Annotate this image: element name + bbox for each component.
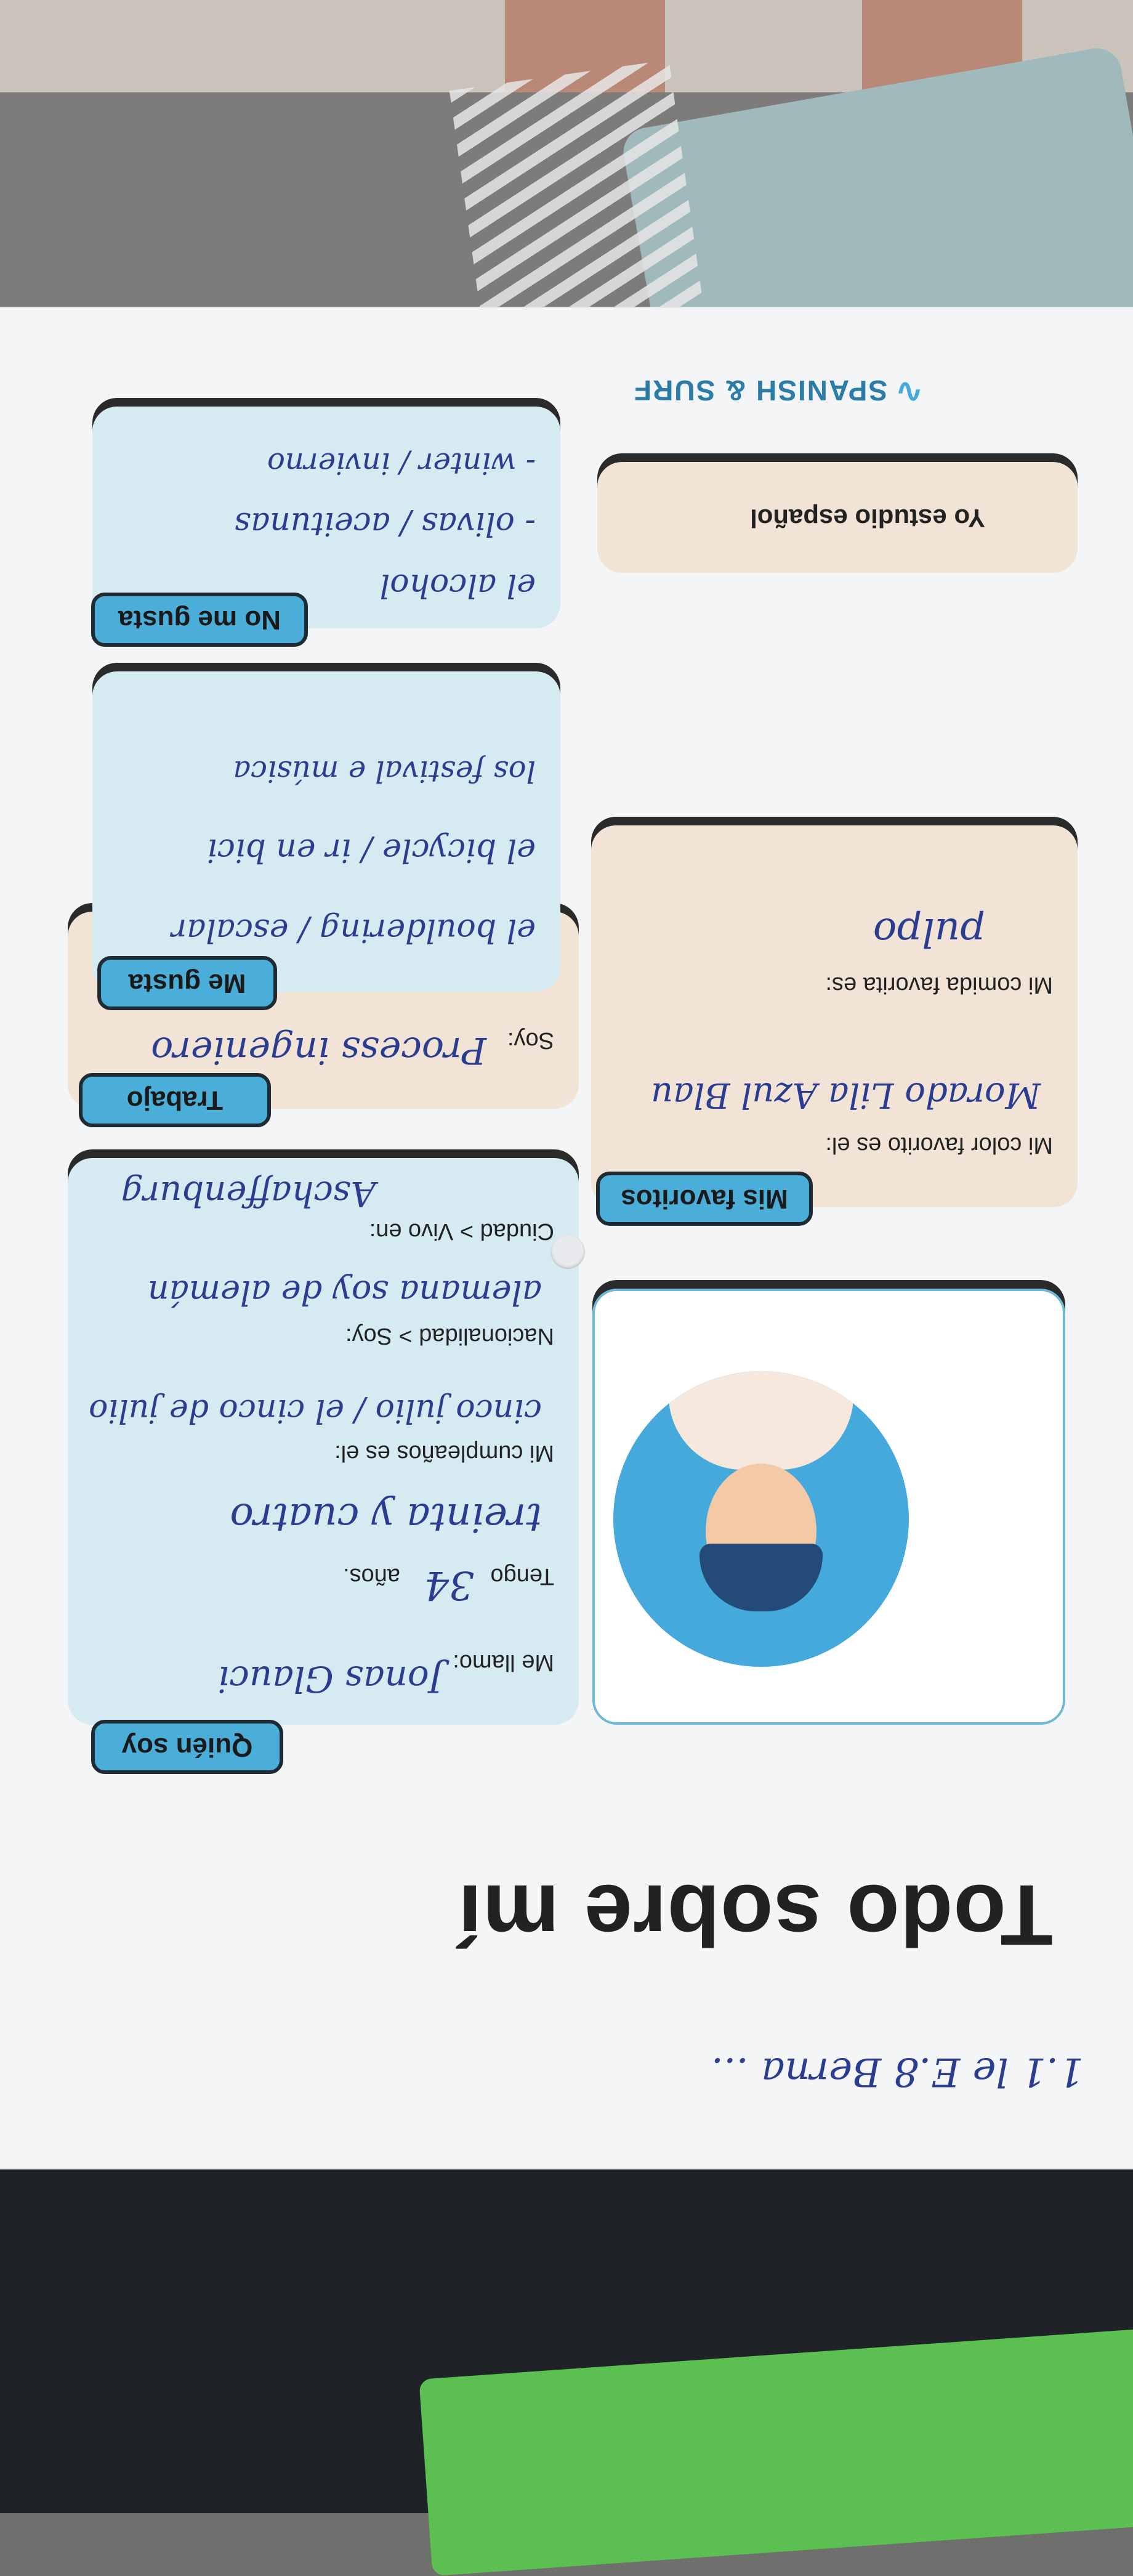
quien-soy-heading: Quién soy	[91, 1720, 283, 1774]
estudio-card	[597, 462, 1078, 573]
favoritos-card	[591, 825, 1078, 1207]
cumple-value: cinco julio / el cinco de julio	[89, 1392, 542, 1429]
me-llamo-label: Me llamo:	[453, 1650, 554, 1675]
ciudad-value: Aschaffenburg	[121, 1173, 376, 1213]
no-me-gusta-line-3: - winter / invierno	[267, 446, 536, 480]
nacionalidad-value: alemana soy de alemán	[147, 1273, 542, 1312]
estudio-label: Yo estudio español	[750, 504, 985, 533]
tengo-label: Tengo	[490, 1563, 554, 1589]
me-gusta-line-3: los festival e música	[233, 754, 536, 788]
punch-hole	[550, 1234, 585, 1269]
edad-words: treinta y cuatro	[230, 1494, 542, 1540]
soy-label: Soy:	[507, 1027, 554, 1053]
me-gusta-line-1: el bouldering / escalar	[171, 912, 536, 949]
avatar-body	[669, 1371, 853, 1470]
worksheet	[0, 308, 1133, 2168]
tengo-value: 34	[424, 1562, 474, 1608]
wave-icon: ∿	[893, 373, 924, 412]
ciudad-label: Ciudad > Vivo en:	[369, 1218, 554, 1244]
color-label: Mi color favorito es el:	[825, 1132, 1053, 1158]
no-me-gusta-heading: No me gusta	[91, 593, 308, 647]
trabajo-heading: Trabajo	[79, 1073, 271, 1127]
no-me-gusta-line-1: el alcohol	[379, 567, 536, 604]
soy-value: Process ingeniero	[151, 1029, 486, 1072]
avatar	[613, 1371, 909, 1667]
quien-soy-card	[68, 1158, 579, 1725]
nacionalidad-label: Nacionalidad > Soy:	[345, 1323, 554, 1349]
avatar-card	[592, 1289, 1065, 1725]
cumple-label: Mi cumpleaños es el:	[334, 1440, 554, 1466]
page-title: Todo sobre mí	[457, 1867, 1053, 1964]
logo-text: SPANISH & SURF	[633, 375, 888, 407]
spanish-surf-logo	[633, 372, 924, 413]
comida-value: pulpo	[873, 909, 985, 955]
anos-label: años.	[343, 1563, 400, 1589]
me-gusta-heading: Me gusta	[97, 956, 277, 1010]
me-llamo-value: Jonas Glauci	[217, 1658, 443, 1700]
me-gusta-line-2: el bicycle / ir en bici	[207, 832, 536, 869]
no-me-gusta-line-2: - olivas / aceitunas	[234, 505, 536, 542]
comida-label: Mi comida favorita es:	[825, 972, 1053, 998]
color-value: Morado Lila Azul Blau	[650, 1075, 1041, 1115]
me-gusta-card	[92, 671, 560, 992]
avatar-hair	[700, 1544, 823, 1611]
handwritten-note: 1.1 le E.8 Berna ...	[711, 2049, 1084, 2094]
favoritos-heading: Mis favoritos	[596, 1172, 813, 1226]
